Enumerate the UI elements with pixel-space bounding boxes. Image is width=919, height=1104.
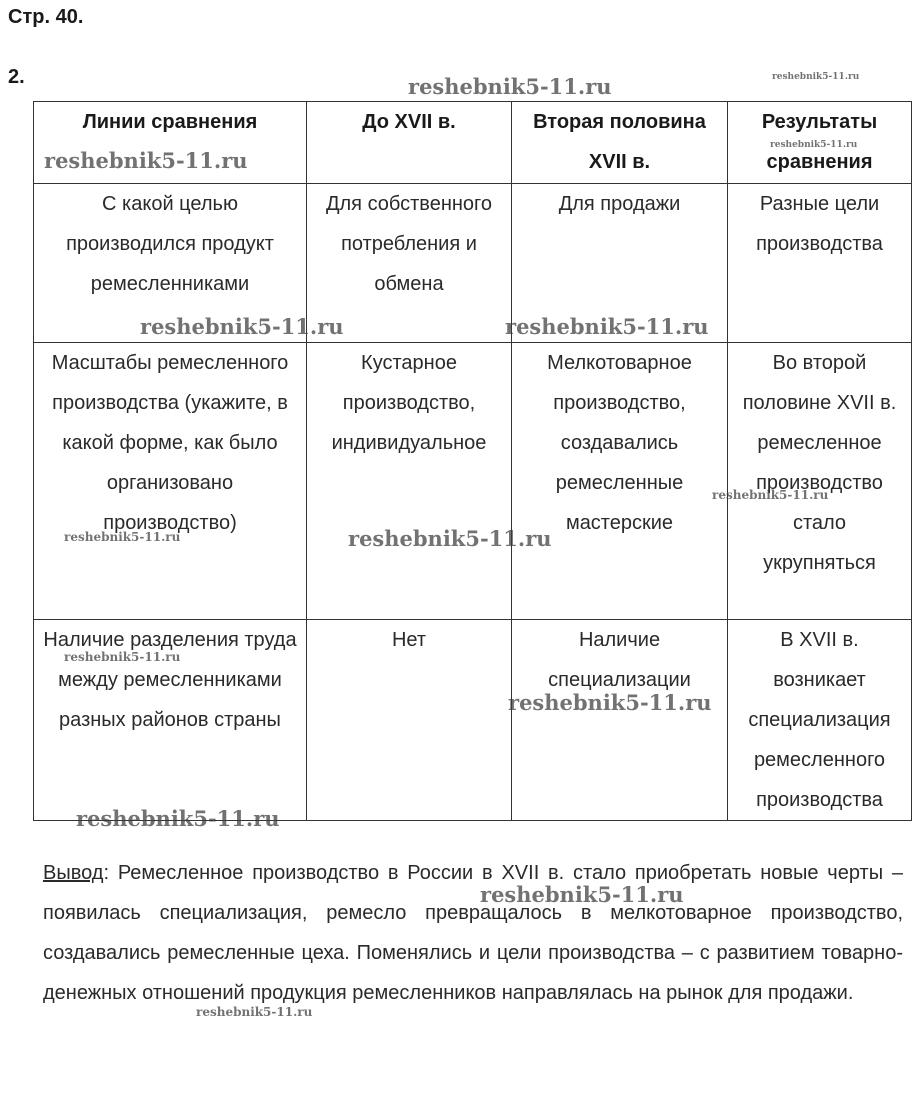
watermark: reshebnik5-11.ru <box>712 488 829 502</box>
watermark: reshebnik5-11.ru <box>408 74 612 99</box>
table-row <box>34 620 912 821</box>
table-cell: Наличие специализации <box>512 620 728 821</box>
watermark: reshebnik5-11.ru <box>505 314 709 339</box>
table-cell: Для собственного потребления и обмена <box>307 184 512 343</box>
watermark: reshebnik5-11.ru <box>772 72 860 82</box>
conclusion-text: : Ремесленное производство в России в XVII в. стало приобретать новые черты – появилась специализация, ремесло превращалось в мелкотоварное производство, создавались ремесленные цеха. Поменялись и цели производства – с развитием товарно-денежных отношений продукция ремесленников направлялась на рынок для продажи. <box>43 862 903 1004</box>
table-cell: Для продажи <box>512 184 728 343</box>
table-cell: С какой целью производился продукт ремесленниками <box>34 184 307 343</box>
table-cell: Наличие разделения труда между ремесленниками разных районов страны <box>34 620 307 821</box>
table-cell: Разные цели производства <box>728 184 912 343</box>
table-cell: Кустарное производство, индивидуальное <box>307 343 512 620</box>
table-cell: Мелкотоварное производство, создавались ремесленные мастерские <box>512 343 728 620</box>
header-results: Результаты сравнения <box>728 102 912 184</box>
table-cell: Нет <box>307 620 512 821</box>
watermark: reshebnik5-11.ru <box>44 148 248 173</box>
header-before-17th: До XVII в. <box>307 102 512 184</box>
table-cell: В XVII в. возникает специализация ремесленного производства <box>728 620 912 821</box>
table-row <box>34 184 912 343</box>
header-second-half-17th: Вторая половина XVII в. <box>512 102 728 184</box>
watermark: reshebnik5-11.ru <box>140 314 344 339</box>
table-header-row <box>34 102 912 184</box>
watermark: reshebnik5-11.ru <box>508 690 712 715</box>
table-cell: Во второй половине XVII в. ремесленное производство стало укрупняться <box>728 343 912 620</box>
watermark: reshebnik5-11.ru <box>348 526 552 551</box>
table-cell: Масштабы ремесленного производства (укажите, в какой форме, как было организовано производство) <box>34 343 307 620</box>
table-row <box>34 343 912 620</box>
watermark: reshebnik5-11.ru <box>480 882 684 907</box>
conclusion-label: Вывод <box>43 862 104 884</box>
watermark: reshebnik5-11.ru <box>196 1005 313 1019</box>
header-comparison-lines: Линии сравнения <box>34 102 307 184</box>
conclusion-paragraph <box>43 853 903 1013</box>
watermark: reshebnik5-11.ru <box>770 140 858 150</box>
page-reference: Стр. 40. <box>8 6 84 28</box>
comparison-table <box>33 101 912 821</box>
watermark: reshebnik5-11.ru <box>64 650 181 664</box>
watermark: reshebnik5-11.ru <box>76 806 280 831</box>
watermark: reshebnik5-11.ru <box>64 530 181 544</box>
task-number: 2. <box>8 66 25 88</box>
